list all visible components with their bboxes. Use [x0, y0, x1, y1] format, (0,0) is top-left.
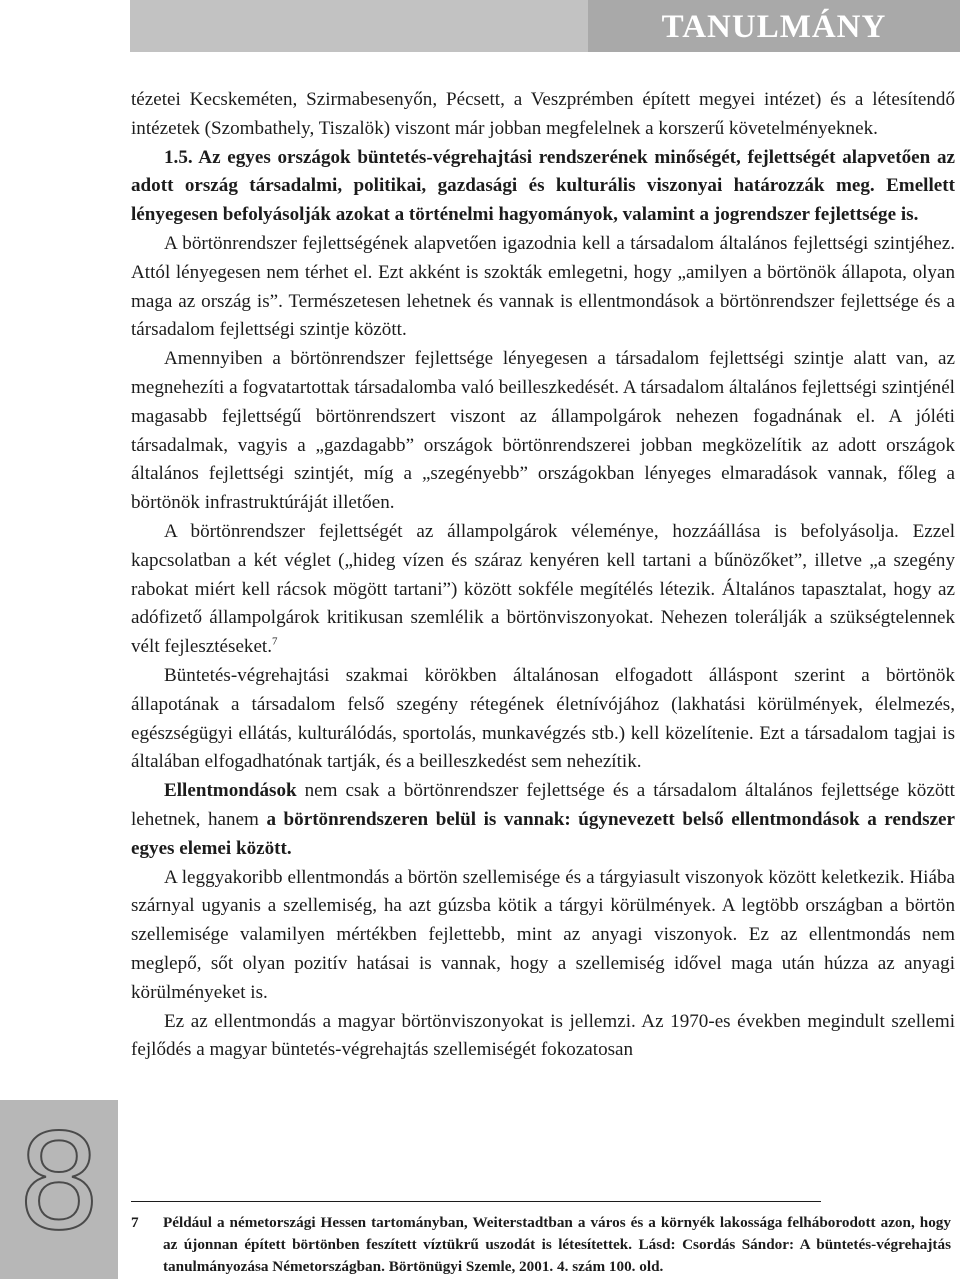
footnote	[131, 1212, 951, 1278]
paragraph-4: Amennyiben a börtönrendszer fejlettsége lényegesen a társadalom fejlettségi szintje alatt van, az megnehezíti a fogvatartottak társadalomba való beilleszkedését. A társadalom általános fejlettségi szintjénél magasabb fejlettségű börtönrendszert viszont az állampolgárok nehezen fogadnának el. A jóléti társadalmak, vagyis a „gazdagabb” országok börtönrendszerei jobban megközelítik az adott országok általános fejlettségi szintjét, míg a „szegényebb” országokban lényeges elmaradások vannak, főleg a börtönök infrastruktúráját illetően.	[131, 348, 955, 514]
section-title: TANULMÁNY	[588, 0, 960, 52]
page-number: 8	[17, 1106, 101, 1260]
paragraph-7-bold-tail: a börtönrendszeren belül is vannak: úgynevezett belső ellentmondások a rendszer egyes elemei között.	[131, 808, 955, 859]
footnote-marker: 7	[272, 635, 278, 648]
paragraph-7	[131, 777, 955, 863]
header-bar	[130, 0, 960, 52]
paragraph-8: A leggyakoribb ellentmondás a börtön szellemisége és a tárgyiasult viszonyok között keletkezik. Hiába szárnyal ugyanis a szellemiség, ha azt gúzsba kötik a tárgyi körülmények. A legtöbb országban a börtön szellemisége valamilyen mértékben fejlettebb, mint az anyagi viszonyok. Ez az ellentmondás nem meglepő, sőt olyan pozitív hatásai is vannak, hogy a szellemiség idővel maga után húzza az anyagi körülményeket is.	[131, 866, 955, 1003]
paragraph-5-text: A börtönrendszer fejlettségét az állampolgárok véleménye, hozzáállása is befolyásolja. Ezzel kapcsolatban a két véglet („hideg vízen és száraz kenyéren kell tartani a bűnözőket”, illetve „a szegény rabokat miért kell rácsok mögött tartani”) között sokféle megítélés létezik. Általános tapasztalat, hogy az adófizető állampolgárok kritikusan szemlélik a börtönviszonyokat. Nehezen tolerálják a szükségtelennek vélt fejlesztéseket.	[131, 520, 955, 658]
paragraph-7-bold-lead: Ellentmondások	[164, 780, 297, 802]
paragraph-7-text: nem csak a börtönrendszer fejlettsége és a társadalom általános fejlettsége között lehetnek, hanem	[131, 780, 955, 830]
footnote-number: 7	[131, 1214, 139, 1231]
paragraph-3: A börtönrendszer fejlettségének alapvetően igazodnia kell a társadalom általános fejlettségi szintjéhez. Attól lényegesen nem térhet el. Ezt akként is szokták emlegetni, hogy „amilyen a börtönök állapota, olyan maga az ország is”. Természetesen lehetnek és vannak is ellentmondások a börtönrendszer fejlettsége és a társadalom fejlettségi szintje között.	[131, 232, 955, 341]
paragraph-6: Büntetés-végrehajtási szakmai körökben általánosan elfogadott álláspont szerint a börtönök állapotának a társadalom felső szegény rétegének életnívójához (lakhatási körülmények, élelmezés, egészségügyi ellátás, kulturálódás, sportolás, munkavégzés stb.) kell közelítenie. Ezt a társadalom tagjai is általában elfogadhatónak tartják, és a beilleszkedést sem nehezítik.	[131, 664, 955, 773]
paragraph-1: tézetei Kecskeméten, Szirmabesenyőn, Pécsett, a Veszprémben épített megyei intézet) és a létesítendő intézetek (Szombathely, Tiszalök) viszont már jobban megfelelnek a korszerű követelményeknek.	[131, 89, 955, 139]
body-text	[131, 86, 955, 1065]
paragraph-2: 1.5. Az egyes országok büntetés-végrehajtási rendszerének minőségét, fejlettségét alapvetően az adott ország társadalmi, politikai, gazdasági és kulturális viszonyai határozzák meg. Emellett lényegesen befolyásolják azokat a történelmi hagyományok, valamint a jogrendszer fejlettsége is.	[131, 146, 955, 226]
page-number-strip	[0, 1100, 118, 1279]
footnote-divider	[131, 1201, 821, 1202]
paragraph-5	[131, 518, 955, 662]
footnote-text: Például a németországi Hessen tartományban, Weiterstadtban a város és a környék lakossága felháborodott azon, hogy az újonnan épített börtönben feszített víztükrű uszodát is létesítettek. Lásd: Csordás Sándor: A büntetés-végrehajtás tanulmányozása Németországban. Börtönügyi Szemle, 2001. 4. szám 100. old.	[163, 1214, 951, 1275]
paragraph-9: Ez az ellentmondás a magyar börtönviszonyokat is jellemzi. Az 1970-es években megindult szellemi fejlődés a magyar büntetés-végrehajtás szellemiségét fokozatosan	[131, 1010, 955, 1061]
